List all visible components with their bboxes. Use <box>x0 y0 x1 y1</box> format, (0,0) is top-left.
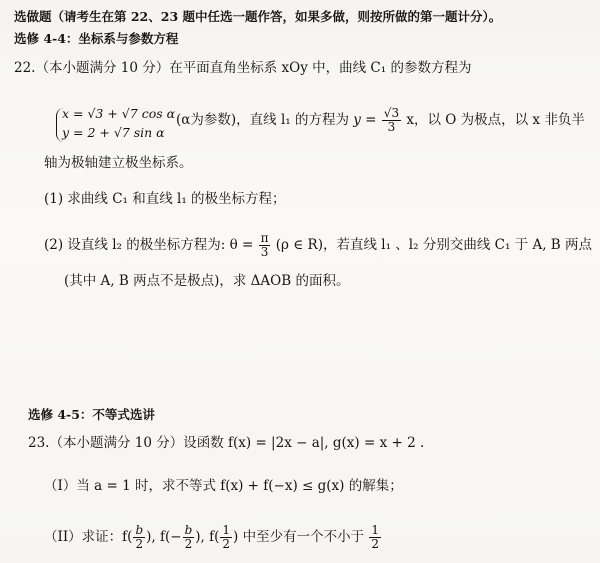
q23-part2 <box>44 524 382 551</box>
q22-theta-fraction <box>259 232 271 259</box>
q22-param-eq-y: y = 2 + √7 sin α <box>62 125 165 140</box>
q23-frac2-den: 2 <box>184 537 193 551</box>
q22-part2-text-b: (ρ ∈ R)，若直线 l₁ 、l₂ 分别交曲线 C₁ 于 A, B 两点 <box>275 237 592 253</box>
q23-part2-text-b: ), f(− <box>146 529 182 545</box>
q22-line-eq-rhs: x，以 O 为极点，以 x 非负半 <box>406 112 585 128</box>
q23-part2-text-a: （II）求证：f( <box>44 529 133 545</box>
q22-param-eq-x: x = √3 + √7 cos α <box>62 106 176 121</box>
q22-param-note: (α为参数)，直线 l₁ 的方程为 <box>176 112 349 128</box>
elective-notice: 选做题（请考生在第 22、23 题中任选一题作答，如果多做，则按所做的第一题计分）。 <box>14 9 502 24</box>
q23-part1: （I）当 a = 1 时，求不等式 f(x) + f(−x) ≤ g(x) 的解集； <box>44 478 403 494</box>
q22-part2-text-a: (2) 设直线 l₂ 的极坐标方程为: θ = <box>44 237 254 253</box>
q22-theta-num: π <box>260 231 269 245</box>
q23-frac-1-over-2 <box>220 524 232 551</box>
q23-frac3-den: 2 <box>222 537 231 551</box>
q22-axis-statement: 轴为极轴建立极坐标系。 <box>44 155 193 171</box>
q22-theta-den: 3 <box>260 245 269 259</box>
q23-intro: 23.（本小题满分 10 分）设函数 f(x) = |2x − a|, g(x) = x + 2 . <box>28 435 425 451</box>
q23-half-num: 1 <box>371 523 380 537</box>
q23-frac1-num: b <box>135 523 144 537</box>
q23-part2-text-d: ) 中至少有一个不小于 <box>233 529 365 545</box>
q22-intro: 22.（本小题满分 10 分）在平面直角坐标系 xOy 中，曲线 C₁ 的参数方程为 <box>14 60 472 76</box>
q23-frac2-num: b <box>184 523 193 537</box>
q22-part2-line2: (其中 A, B 两点不是极点)，求 ΔAOB 的面积。 <box>64 273 350 289</box>
q22-line-equation <box>176 107 585 134</box>
q22-part1: (1) 求曲线 C₁ 和直线 l₁ 的极坐标方程； <box>44 191 286 207</box>
q23-half-den: 2 <box>371 537 380 551</box>
q23-frac3-num: 1 <box>222 523 231 537</box>
q23-half-fraction <box>369 524 381 551</box>
section-heading-4-4: 选修 4-4：坐标系与参数方程 <box>14 31 179 46</box>
q23-part2-text-c: ), f( <box>195 529 220 545</box>
q23-frac-neg-b-over-2 <box>183 524 195 551</box>
q22-slope-fraction <box>382 107 401 134</box>
section-heading-4-5: 选修 4-5：不等式选讲 <box>28 407 155 422</box>
q23-frac1-den: 2 <box>135 537 144 551</box>
q22-line-eq-lhs: y = <box>353 112 377 128</box>
q22-slope-den: 3 <box>387 120 396 134</box>
q23-frac-b-over-2 <box>133 524 145 551</box>
q22-part2-line1 <box>44 232 592 259</box>
q22-slope-num: √3 <box>383 106 400 120</box>
